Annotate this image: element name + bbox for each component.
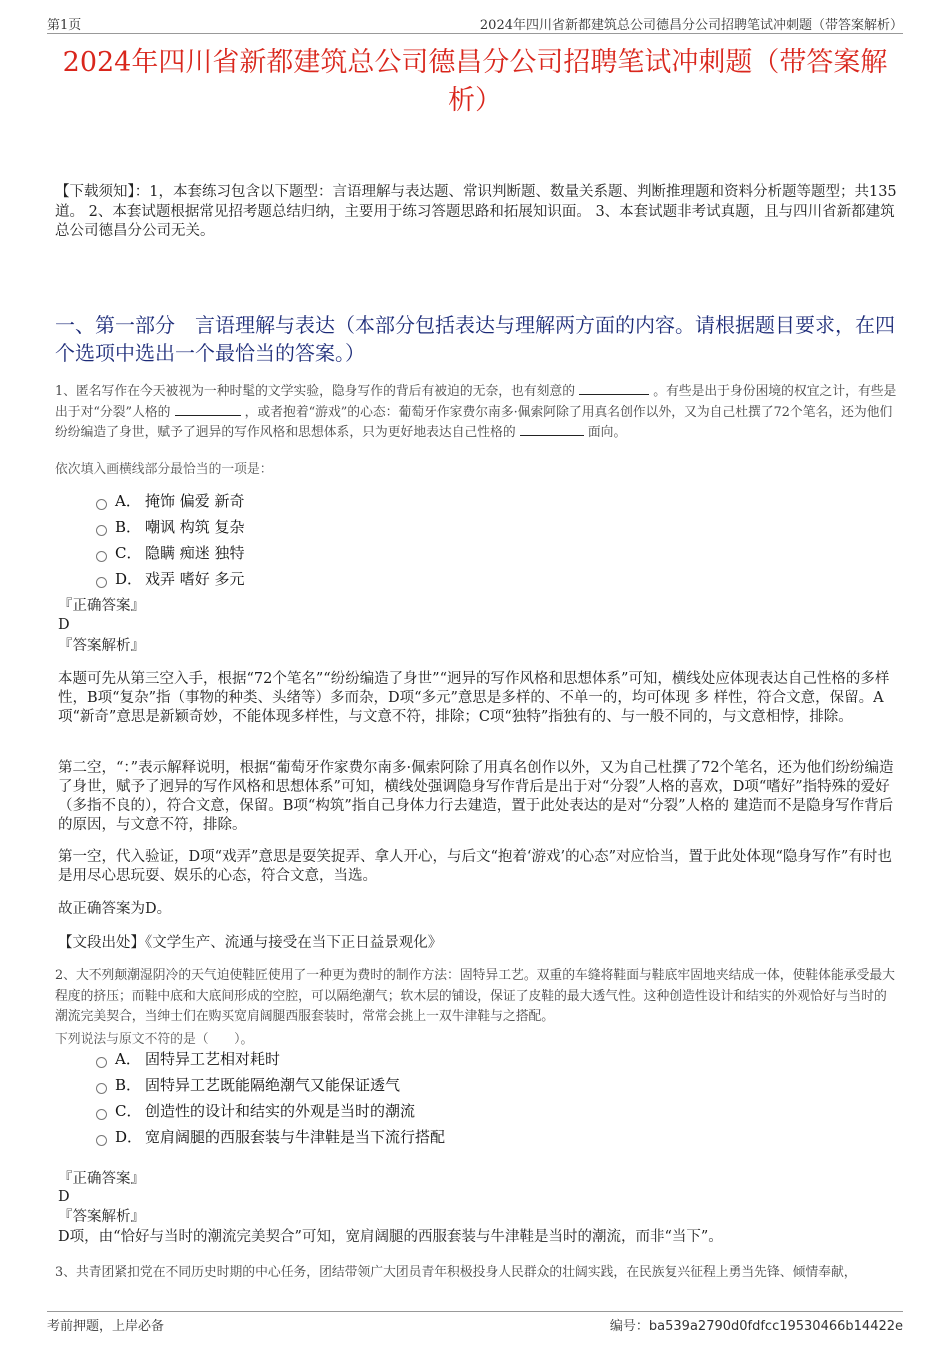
source-citation: 【文段出处】《文学生产、流通与接受在当下正日益景观化》 [58,935,443,951]
radio-icon[interactable] [96,499,107,510]
option-letter: D． [115,570,143,588]
answer-label: 『正确答案』 [58,1171,145,1187]
option-text: 创造性的设计和结实的外观是当时的潮流 [145,1102,416,1120]
analysis-label: 『答案解析』 [58,1209,145,1225]
analysis-paragraph: 第一空，代入验证，D项“戏弄”意思是耍笑捉弄、拿人开心，与后文“抱着‘游戏’的心态”对应恰当，置于此处体现“隐身写作”有时也是用尽心思玩耍、娱乐的心态，符合文意，当选。 [58,849,892,884]
page-number: 第1页 [47,18,82,33]
question-3-stem: 3、共青团紧扣党在不同历史时期的中心任务，团结带领广大团员青年积极投身人民群众的壮阔实践，在民族复兴征程上勇当先锋、倾情奉献， [55,1265,857,1280]
option-text: 固特异工艺相对耗时 [145,1050,281,1068]
q1-text-part1: 1、匿名写作在今天被视为一种时髦的文学实验，隐身写作的背后有被迫的无奈，也有刻意的 [55,384,576,399]
option-a[interactable] [95,488,245,514]
radio-icon[interactable] [96,1109,107,1120]
section-heading: 一、第一部分 言语理解与表达（本部分包括表达与理解两方面的内容。请根据题目要求，在四个选项中选出一个最恰当的答案。） [55,313,895,365]
option-d[interactable] [95,1124,445,1150]
radio-icon[interactable] [96,551,107,562]
header-doc-title: 2024年四川省新都建筑总公司德昌分公司招聘笔试冲刺题（带答案解析） [479,18,903,33]
answer-value: D [58,617,70,633]
header-divider [47,33,903,34]
option-a[interactable] [95,1046,445,1072]
question-1-options [95,488,245,592]
option-text: 嘲讽 构筑 复杂 [145,518,245,536]
option-text: 掩饰 偏爱 新奇 [145,492,245,510]
option-c[interactable] [95,540,245,566]
analysis-paragraph: 第二空，“：”表示解释说明，根据“葡萄牙作家费尔南多·佩索阿除了用真名创作以外，又为自己杜撰了72个笔名，还为他们纷纷编造了身世，赋予了迥异的写作风格和思想体系”可知，横线处强调隐身写作背后是出于对“分裂”人格的喜欢，D项“嗜好”指特殊的爱好（多指不良的），符合文意，保留。B项“构筑”指自己身体力行去建造，置于此处表达的是对“分裂”人格的 建造而不是隐身写作背后的原因，与文意不符，排除。 [58,760,894,833]
option-letter: A． [115,1050,141,1068]
option-letter: C． [115,1102,142,1120]
footer-slogan: 考前押题，上岸必备 [47,1319,165,1334]
option-text: 固特异工艺既能隔绝潮气又能保证透气 [145,1076,401,1094]
analysis-label: 『答案解析』 [58,638,145,654]
radio-icon[interactable] [96,1135,107,1146]
option-letter: D． [115,1128,143,1146]
code-label: 编号： [609,1319,649,1334]
radio-icon[interactable] [96,1057,107,1068]
question-2-options [95,1046,445,1150]
radio-icon[interactable] [96,525,107,536]
option-b[interactable] [95,514,245,540]
fill-blank-1 [579,382,649,395]
option-c[interactable] [95,1098,445,1124]
option-letter: A． [115,492,141,510]
download-notice: 【下载须知】：1，本套练习包含以下题型：言语理解与表达题、常识判断题、数量关系题、判断推理题和资料分析题等题型；共135道。 2、本套试题根据常见招考题总结归纳，主要用于练习答题思路和拓展知识面。 3、本套试题非考试真题，且与四川省新都建筑总公司德昌分公司无关。 [55,184,897,239]
option-text: 宽肩阔腿的西服套装与牛津鞋是当下流行搭配 [145,1128,446,1146]
fill-blank-2 [175,403,241,416]
option-letter: B． [115,1076,142,1094]
question-2-stem: 2、大不列颠潮湿阴冷的天气迫使鞋匠使用了一种更为费时的制作方法：固特异工艺。双重的车缝将鞋面与鞋底牢固地夹结成一体，使鞋体能承受最大程度的挤压；而鞋中底和大底间形成的空腔，可以隔绝潮气；软木层的铺设，保证了皮鞋的最大透气性。这种创造性设计和结实的外观恰好与当时的潮流完美契合，当绅士们在购买宽肩阔腿西服套装时，常常会挑上一双牛津鞋与之搭配。 [55,968,895,1024]
document-code [610,1315,903,1334]
radio-icon[interactable] [96,577,107,588]
option-text: 戏弄 嗜好 多元 [145,570,245,588]
analysis-conclusion: 故正确答案为D。 [58,901,172,917]
footer-divider [47,1311,903,1312]
q1-text-part3: ，或者抱着“游戏”的心态：葡萄牙作家费尔南多·佩索阿除了用真名创作以外，又为自己杜撰了72个笔名，还为他们纷纷编造了身世，赋予了迥异的写作风格和思想体系，只为更好地表达自己性格的 [55,404,893,440]
option-text: 隐瞒 痴迷 独特 [145,544,245,562]
question-2-hint: 下列说法与原文不符的是（ ）。 [55,1032,254,1047]
question-1-stem [55,382,898,444]
page-header [47,14,903,34]
fill-blank-3 [520,423,584,436]
answer-value: D [58,1189,70,1205]
code-value: ba539a2790d0fdfcc19530466b14422e [648,1319,903,1334]
q1-text-part2: 。有些是出于身份困境的权宜之计，有些是出于对“分裂”人格的 [55,384,897,420]
option-b[interactable] [95,1072,445,1098]
option-letter: B． [115,518,142,536]
answer-label: 『正确答案』 [58,598,145,614]
page-title: 2024年四川省新都建筑总公司德昌分公司招聘笔试冲刺题（带答案解析） [62,47,888,116]
analysis-paragraph: D项，由“恰好与当时的潮流完美契合”可知，宽肩阔腿的西服套装与牛津鞋是当时的潮流，而非“当下”。 [58,1229,723,1245]
q1-text-part4: 面向。 [587,425,627,440]
radio-icon[interactable] [96,1083,107,1094]
option-d[interactable] [95,566,245,592]
option-letter: C． [115,544,142,562]
question-1-hint: 依次填入画横线部分最恰当的一项是： [55,462,273,477]
analysis-paragraph: 本题可先从第三空入手，根据“72个笔名”“纷纷编造了身世”“迥异的写作风格和思想体系”可知，横线处应体现表达自己性格的多样性，B项“复杂”指（事物的种类、头绪等）多而杂，D项“多元”意思是多样的、不单一的，均可体现 多 样性，符合文意，保留。A项“新奇”意思是新颖奇妙，不能体现多样性，与文意不符，排除；C项“独特”指独有的、与一般不同的，与文意相悖，排除。 [58,671,890,725]
